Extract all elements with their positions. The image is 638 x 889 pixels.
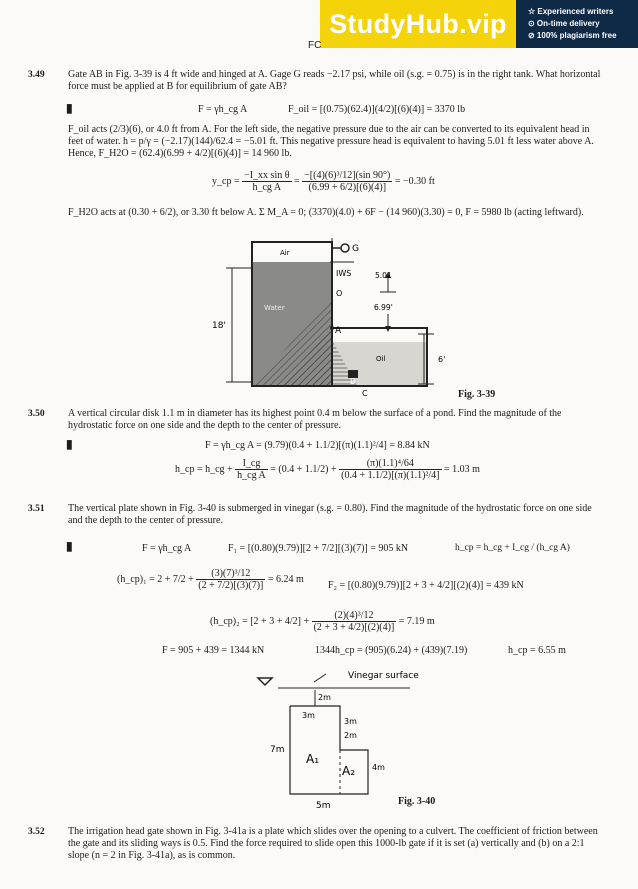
solution-marker: ▮ — [66, 101, 73, 115]
eq-lhs: h_cp = h_cg + — [175, 463, 233, 475]
denominator: (6.99 + 6/2)[(6)(4)] — [308, 182, 387, 193]
denominator: (2 + 3 + 4/2)[(2)(4)] — [313, 622, 395, 633]
denominator: h_cg A — [252, 182, 282, 193]
eq-result: = −0.30 ft — [394, 175, 435, 187]
feature-item: ⊘ 100% plagiarism free — [528, 31, 617, 40]
ad-banner[interactable] — [320, 0, 638, 48]
fraction — [302, 170, 392, 193]
feature-item: ⊙ On-time delivery — [528, 19, 600, 28]
figure-caption: Fig. 3-39 — [458, 389, 496, 400]
equation: F₁ = [(0.80)(9.79)][2 + 7/2][(3)(7)] = 905 kN — [228, 543, 409, 554]
equation: F = γh_cg A — [142, 543, 192, 554]
problem-statement: The irrigation head gate shown in Fig. 3-41a is a plate which slides over the opening to a culvert. The coefficient of friction between the gate and its sliding ways is 0.5. Find the force required to slide open this 1000-lb gate if it is set (a) vertically and (b) on a 2:1 slope (n = 2 in Fig. 3-41a), as is common. — [68, 826, 598, 862]
label-2m: 2m — [318, 693, 331, 702]
fraction — [242, 170, 291, 193]
label-a1: A₁ — [306, 752, 320, 766]
fraction — [339, 458, 441, 481]
label-gage: G — [352, 244, 359, 254]
figure-3-40 — [250, 668, 440, 813]
label-air: Air — [280, 249, 290, 257]
figure-3-39 — [212, 238, 452, 398]
label-3m-side: 3m — [344, 717, 357, 726]
brand-logo[interactable]: StudyHub.vip — [320, 0, 516, 48]
numerator: (π)(1.1)⁴/64 — [339, 458, 441, 470]
fraction — [235, 458, 268, 481]
numerator: −I_xx sin θ — [244, 170, 290, 181]
solution-marker: ▮ — [66, 539, 73, 553]
eq-lhs: (h_cp)₁ = 2 + 7/2 + — [117, 573, 194, 585]
eq-mid: = (0.4 + 1.1/2) + — [270, 463, 337, 475]
equation: F = 905 + 439 = 1344 kN — [162, 645, 265, 656]
eq-result: = 6.24 m — [267, 573, 304, 585]
equation-hcp — [175, 458, 480, 481]
equation-hcp1 — [117, 568, 304, 591]
numerator: I_cg — [235, 458, 268, 470]
eq-lhs: y_cp = — [212, 175, 240, 187]
label-a: A — [335, 326, 342, 336]
label-b: B — [350, 377, 356, 386]
label-501: 5.01 — [375, 271, 392, 280]
denominator: (2 + 7/2)[(3)(7)] — [198, 580, 264, 591]
problem-number: 3.51 — [28, 504, 45, 514]
label-3m-top: 3m — [302, 711, 315, 720]
fraction — [196, 568, 265, 591]
numerator: (3)(7)³/12 — [196, 568, 265, 580]
label-surface: Vinegar surface — [348, 671, 419, 681]
problem-statement: The vertical plate shown in Fig. 3-40 is submerged in vinegar (s.g. = 0.80). Find the magnitude of the hydrostatic force on one side and the depth to the center of pressure. — [68, 503, 592, 527]
denominator: h_cg A — [237, 470, 266, 481]
problem-number: 3.50 — [28, 409, 45, 419]
feature-item: ☆ Experienced writers — [528, 7, 614, 16]
eq-lhs: (h_cp)₂ = [2 + 3 + 4/2] + — [210, 615, 310, 627]
running-header: FC — [308, 40, 322, 51]
label-7m: 7m — [270, 745, 285, 755]
equation: h_cp = h_cg + I_cg / (h_cg A) — [455, 543, 570, 553]
label-18ft: 18' — [212, 321, 226, 331]
fraction — [312, 610, 397, 633]
label-c: C — [362, 389, 368, 398]
equation-ycp: y_cp = $\frac{\text{−I\_xx sin θ}}{\text{h\_cg A}}$ = $\frac{\text{−[(4)(6)³/12](sin 90°)}}{(6.99 + 6/2)[(6)(4)]}$ = −0.30 ft — [212, 170, 435, 193]
label-water: Water — [264, 304, 285, 312]
eq-result: = 7.19 m — [398, 615, 435, 627]
problem-statement: A vertical circular disk 1.1 m in diameter has its highest point 0.4 m below the surface of a pond. Find the magnitude of the hydrostatic force on one side and the depth to the center of pressure. — [68, 408, 562, 432]
equation: 1344h_cp = (905)(6.24) + (439)(7.19) — [315, 645, 468, 656]
equation: F = γh_cg A = (9.79)(0.4 + 1.1/2)[(π)(1.1)²/4] = 8.84 kN — [205, 440, 430, 451]
equation-hcp2 — [210, 610, 435, 633]
equation: F = γh_cg A — [198, 104, 248, 115]
solution-text: F_oil acts (2/3)(6), or 4.0 ft from A. For the left side, the negative pressure due to the air can be converted to its equivalent head in feet of water. h = p/γ = (−2.17)(144)/62.4 = −5.01 ft. This negative pressure head is equivalent to having 5.01 ft less water above A. Hence, F_H2O = (62.4)(6.99 + 4/2)[(6)(4)] = 14 960 lb. — [68, 124, 594, 160]
problem-number: 3.52 — [28, 827, 45, 837]
solution-text: F_H2O acts at (0.30 + 6/2), or 3.30 ft below A. Σ M_A = 0; (3370)(4.0) + 6F − (14 960)(3.30) = 0, F = 5980 lb (acting leftward). — [68, 207, 584, 218]
label-5m: 5m — [316, 801, 331, 811]
label-2m-side: 2m — [344, 731, 357, 740]
label-o: O — [336, 289, 343, 298]
equation: F₂ = [(0.80)(9.79)][2 + 3 + 4/2][(2)(4)] = 439 kN — [328, 580, 524, 591]
feature-list — [516, 0, 638, 48]
denominator: (0.4 + 1.1/2)[(π)(1.1)²/4] — [341, 470, 440, 481]
numerator: −[(4)(6)³/12](sin 90°) — [304, 170, 391, 181]
label-iws: IWS — [336, 269, 352, 278]
problem-number: 3.49 — [28, 70, 45, 80]
figure-caption: Fig. 3-40 — [398, 796, 436, 807]
label-a2: A₂ — [342, 764, 356, 778]
label-4m: 4m — [372, 763, 385, 772]
label-oil: Oil — [376, 355, 386, 363]
equation: F_oil = [(0.75)(62.4)](4/2)[(6)(4)] = 3370 lb — [288, 104, 466, 115]
solution-marker: ▮ — [66, 437, 73, 451]
numerator: (2)(4)³/12 — [312, 610, 397, 622]
problem-statement: Gate AB in Fig. 3-39 is 4 ft wide and hinged at A. Gage G reads −2.17 psi, while oil (s.g. = 0.75) is in the right tank. What horizontal force must be applied at B for equilibrium of gate AB? — [68, 69, 601, 93]
label-699: 6.99' — [374, 303, 393, 312]
equation: h_cp = 6.55 m — [508, 645, 566, 656]
label-6ft: 6' — [438, 355, 446, 364]
eq-result: = 1.03 m — [444, 463, 480, 475]
